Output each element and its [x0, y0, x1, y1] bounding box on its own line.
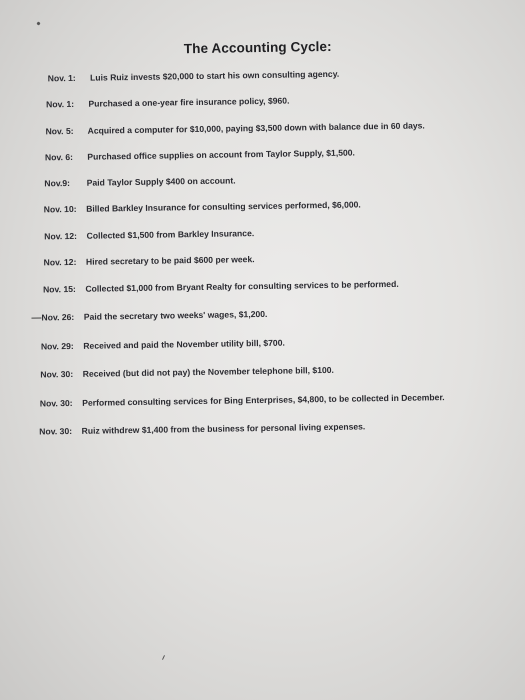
entry-11	[41, 338, 285, 352]
entry-2	[46, 96, 289, 110]
entry-1	[48, 69, 340, 84]
entry-9	[43, 279, 399, 295]
pen-mark	[31, 317, 41, 318]
entry-date: Nov. 1:	[47, 72, 76, 84]
entry-5	[44, 175, 235, 188]
entry-4	[45, 148, 355, 163]
entry-text: Luis Ruiz invests $20,000 to start his own consulting agency.	[90, 68, 340, 83]
entry-text: Billed Barkley Insurance for consulting services performed, $6,000.	[86, 199, 361, 214]
entry-6	[44, 199, 361, 214]
entry-date: Nov. 10:	[43, 203, 77, 215]
entry-date: Nov. 12:	[43, 256, 77, 268]
entry-3	[45, 120, 424, 136]
entry-text: Ruiz withdrew $1,400 from the business for personal living expenses.	[81, 421, 366, 436]
entry-10	[41, 309, 267, 323]
entry-13	[40, 392, 445, 408]
entry-text: Acquired a computer for $10,000, paying $3,500 down with balance due in 60 days.	[87, 120, 425, 136]
entry-12	[40, 365, 334, 380]
entry-date: Nov. 12:	[44, 230, 78, 242]
entry-text: Purchased office supplies on account from Taylor Supply, $1,500.	[87, 147, 355, 162]
entry-date: Nov. 26:	[41, 311, 75, 323]
entry-date: Nov. 30:	[39, 397, 73, 409]
entry-date: Nov.9:	[44, 178, 71, 189]
entry-date: Nov. 15:	[42, 283, 76, 295]
entry-text: Collected $1,000 from Bryant Realty for consulting services to be performed.	[85, 278, 399, 294]
entry-text: Purchased a one-year fire insurance policy, $960.	[88, 95, 290, 109]
entry-text: Received and paid the November utility bill, $700.	[83, 337, 285, 351]
entry-text: Paid the secretary two weeks' wages, $1,200.	[83, 308, 268, 322]
entry-date: Nov. 5:	[45, 125, 74, 137]
entry-7	[44, 228, 254, 241]
document-title: The Accounting Cycle:	[183, 38, 332, 57]
entry-text: Hired secretary to be paid $600 per week.	[85, 254, 255, 267]
entry-text: Received (but did not pay) the November telephone bill, $100.	[82, 364, 334, 379]
entry-date: Nov. 30:	[39, 426, 73, 437]
entry-date: Nov. 30:	[40, 368, 74, 380]
entry-text: Paid Taylor Supply $400 on account.	[86, 175, 236, 188]
entry-8	[44, 254, 255, 267]
entry-date: Nov. 29:	[40, 340, 74, 352]
entry-text: Performed consulting services for Bing Enterprises, $4,800, to be collected in December.	[82, 392, 445, 408]
entry-date: Nov. 6:	[44, 151, 74, 163]
entry-date: Nov. 1:	[46, 98, 75, 110]
entry-text: Collected $1,500 from Barkley Insurance.	[86, 228, 255, 241]
entry-14	[39, 421, 365, 436]
